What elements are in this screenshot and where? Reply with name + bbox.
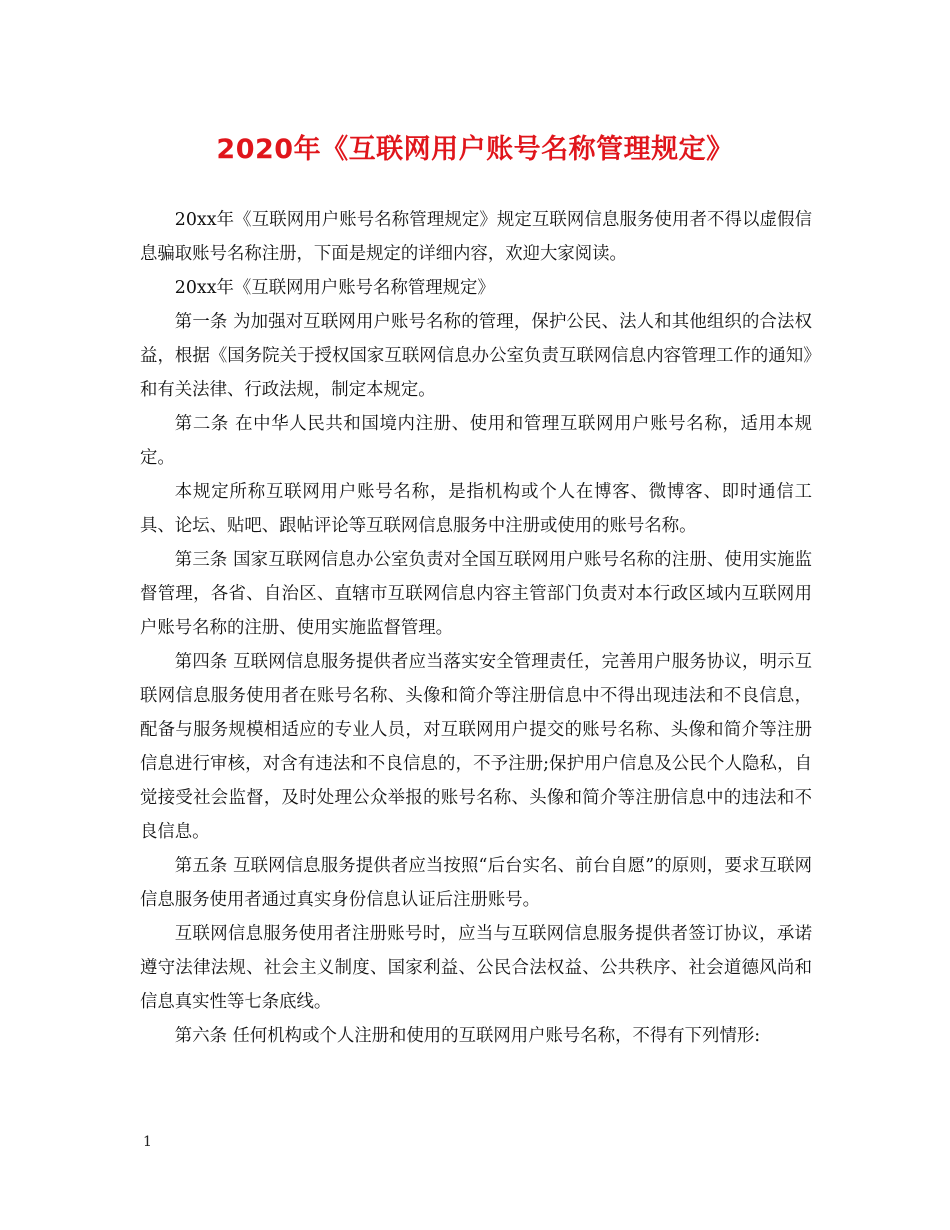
paragraph-article-2-definition: 本规定所称互联网用户账号名称，是指机构或个人在博客、微博客、即时通信工具、论坛、贴吧、跟帖评论等互联网信息服务中注册或使用的账号名称。 <box>140 482 812 536</box>
paragraph-article-3: 第三条 国家互联网信息办公室负责对全国互联网用户账号名称的注册、使用实施监督管理，各省、自治区、直辖市互联网信息内容主管部门负责对本行政区域内互联网用户账号名称的注册、使用实施监督管理。 <box>140 550 812 638</box>
document-title: 2020年《互联网用户账号名称管理规定》 <box>216 134 734 165</box>
document-body <box>140 203 812 1053</box>
paragraph-subtitle: 20xx年《互联网用户账号名称管理规定》 <box>174 278 495 298</box>
paragraph-article-5: 第五条 互联网信息服务提供者应当按照“后台实名、前台自愿”的原则，要求互联网信息服务使用者通过真实身份信息认证后注册账号。 <box>140 856 812 910</box>
paragraph-article-5-agreement: 互联网信息服务使用者注册账号时，应当与互联网信息服务提供者签订协议，承诺遵守法律法规、社会主义制度、国家利益、公民合法权益、公共秩序、社会道德风尚和信息真实性等七条底线。 <box>140 924 812 1012</box>
paragraph-article-6: 第六条 任何机构或个人注册和使用的互联网用户账号名称，不得有下列情形: <box>174 1026 761 1046</box>
paragraph-intro: 20xx年《互联网用户账号名称管理规定》规定互联网信息服务使用者不得以虚假信息骗取账号名称注册，下面是规定的详细内容，欢迎大家阅读。 <box>140 210 812 264</box>
paragraph-article-2: 第二条 在中华人民共和国境内注册、使用和管理互联网用户账号名称，适用本规定。 <box>140 414 812 468</box>
paragraph-article-1: 第一条 为加强对互联网用户账号名称的管理，保护公民、法人和其他组织的合法权益，根据《国务院关于授权国家互联网信息办公室负责互联网信息内容管理工作的通知》和有关法律、行政法规，制定本规定。 <box>140 312 812 400</box>
paragraph-article-4: 第四条 互联网信息服务提供者应当落实安全管理责任，完善用户服务协议，明示互联网信息服务使用者在账号名称、头像和简介等注册信息中不得出现违法和不良信息，配备与服务规模相适应的专业人员，对互联网用户提交的账号名称、头像和简介等注册信息进行审核，对含有违法和不良信息的，不予注册;保护用户信息及公民个人隐私，自觉接受社会监督，及时处理公众举报的账号名称、头像和简介等注册信息中的违法和不良信息。 <box>140 652 812 842</box>
page-number: 1 <box>143 1134 152 1150</box>
